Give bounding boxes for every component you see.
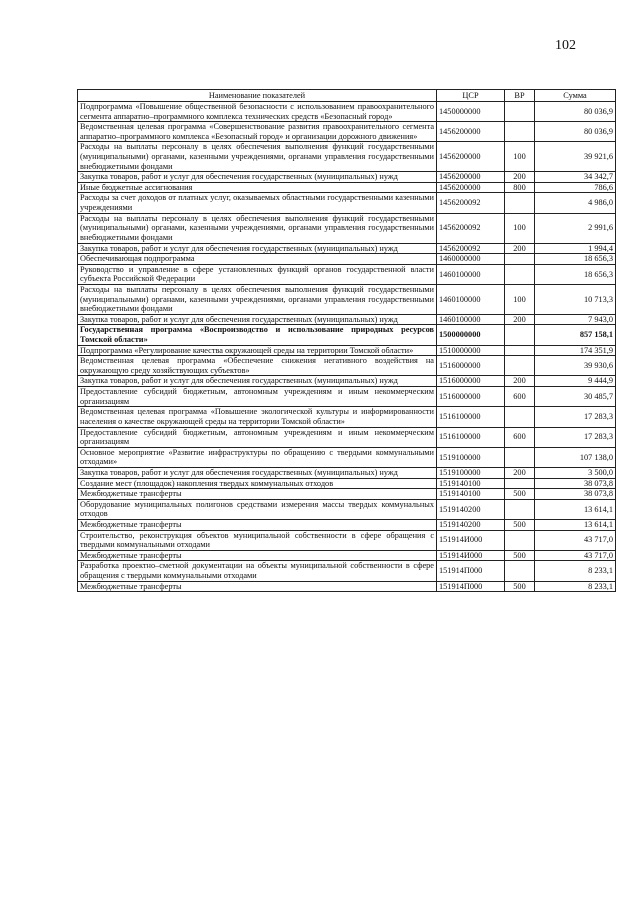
row-vr: 200 xyxy=(505,172,535,183)
header-vr: ВР xyxy=(505,90,535,102)
row-sum: 9 444,9 xyxy=(535,376,616,387)
row-name: Ведомственная целевая программа «Обеспечение снижения негативного воздействия на окружающую среду хозяйствующих субъектов» xyxy=(78,356,437,376)
row-csr: 1516000000 xyxy=(437,387,505,407)
table-row xyxy=(78,314,616,325)
row-name: Межбюджетные трансферты xyxy=(78,581,437,592)
row-name: Подпрограмма «Регулирование качества окружающей среды на территории Томской области» xyxy=(78,345,437,356)
row-sum: 38 073,8 xyxy=(535,478,616,489)
row-sum: 174 351,9 xyxy=(535,345,616,356)
row-sum: 857 158,1 xyxy=(535,325,616,345)
row-vr xyxy=(505,447,535,467)
row-csr: 1456200000 xyxy=(437,122,505,142)
table-row xyxy=(78,467,616,478)
page-number: 102 xyxy=(555,38,576,53)
table-row xyxy=(78,213,616,243)
row-vr xyxy=(505,356,535,376)
row-csr: 1456200092 xyxy=(437,213,505,243)
row-sum: 2 991,6 xyxy=(535,213,616,243)
table-row xyxy=(78,142,616,172)
row-name: Предоставление субсидий бюджетным, автономным учреждениям и иным некоммерческим организациям xyxy=(78,427,437,447)
row-vr: 600 xyxy=(505,427,535,447)
table-row xyxy=(78,407,616,427)
row-vr: 200 xyxy=(505,243,535,254)
row-vr: 200 xyxy=(505,376,535,387)
row-name: Государственная программа «Воспроизводство и использование природных ресурсов Томской области» xyxy=(78,325,437,345)
row-sum: 1 994,4 xyxy=(535,243,616,254)
row-name: Разработка проектно–сметной документации на объекты муниципальной собственности в сфере обращения с твердыми коммунальными отходами xyxy=(78,561,437,581)
row-name: Строительство, реконструкция объектов муниципальной собственности в сфере обращения с твердыми коммунальными отходами xyxy=(78,530,437,550)
row-name: Создание мест (площадок) накопления твердых коммунальных отходов xyxy=(78,478,437,489)
row-sum: 30 485,7 xyxy=(535,387,616,407)
table-row xyxy=(78,122,616,142)
header-sum: Сумма xyxy=(535,90,616,102)
row-csr: 1460100000 xyxy=(437,314,505,325)
row-vr: 200 xyxy=(505,467,535,478)
row-sum: 39 930,6 xyxy=(535,356,616,376)
row-sum: 13 614,1 xyxy=(535,499,616,519)
row-name: Расходы на выплаты персоналу в целях обеспечения выполнения функций государственными (муниципальными) органами, казенными учреждениями, органами управления государственными внебюджетными фондами xyxy=(78,142,437,172)
row-name: Подпрограмма «Повышение общественной безопасности с использованием правоохранительного сегмента аппаратно–программного комплекса технических средств «Безопасный город» xyxy=(78,102,437,122)
row-vr: 600 xyxy=(505,387,535,407)
row-csr: 1450000000 xyxy=(437,102,505,122)
row-csr: 1500000000 xyxy=(437,325,505,345)
row-sum: 4 986,0 xyxy=(535,193,616,213)
row-sum: 10 713,3 xyxy=(535,284,616,314)
table-row xyxy=(78,387,616,407)
row-csr: 1519140200 xyxy=(437,519,505,530)
row-csr: 1519100000 xyxy=(437,467,505,478)
row-csr: 1456200092 xyxy=(437,243,505,254)
row-vr xyxy=(505,345,535,356)
table-row xyxy=(78,499,616,519)
row-name: Закупка товаров, работ и услуг для обеспечения государственных (муниципальных) нужд xyxy=(78,172,437,183)
row-sum: 8 233,1 xyxy=(535,561,616,581)
row-csr: 1456200000 xyxy=(437,182,505,193)
row-sum: 38 073,8 xyxy=(535,489,616,500)
row-sum: 43 717,0 xyxy=(535,530,616,550)
row-name: Межбюджетные трансферты xyxy=(78,519,437,530)
row-csr: 151914П000 xyxy=(437,581,505,592)
table-row xyxy=(78,489,616,500)
row-vr: 500 xyxy=(505,489,535,500)
row-csr: 151914П000 xyxy=(437,561,505,581)
row-csr: 1516000000 xyxy=(437,376,505,387)
table-row xyxy=(78,356,616,376)
row-vr xyxy=(505,407,535,427)
row-name: Оборудование муниципальных полигонов средствами измерения массы твердых коммунальных отходов xyxy=(78,499,437,519)
row-csr: 1456200092 xyxy=(437,193,505,213)
row-sum: 18 656,3 xyxy=(535,264,616,284)
row-name: Расходы на выплаты персоналу в целях обеспечения выполнения функций государственными (муниципальными) органами, казенными учреждениями, органами управления государственными внебюджетными фондами xyxy=(78,284,437,314)
row-name: Обеспечивающая подпрограмма xyxy=(78,254,437,265)
row-csr: 1519140100 xyxy=(437,478,505,489)
row-sum: 80 036,9 xyxy=(535,102,616,122)
table-header-row xyxy=(78,90,616,102)
row-vr xyxy=(505,102,535,122)
row-sum: 3 500,0 xyxy=(535,467,616,478)
table-row xyxy=(78,550,616,561)
row-sum: 39 921,6 xyxy=(535,142,616,172)
row-name: Иные бюджетные ассигнования xyxy=(78,182,437,193)
table-row xyxy=(78,193,616,213)
row-name: Закупка товаров, работ и услуг для обеспечения государственных (муниципальных) нужд xyxy=(78,467,437,478)
row-sum: 17 283,3 xyxy=(535,427,616,447)
table-row xyxy=(78,264,616,284)
row-vr xyxy=(505,254,535,265)
row-csr: 1519140100 xyxy=(437,489,505,500)
row-sum: 13 614,1 xyxy=(535,519,616,530)
budget-table xyxy=(77,89,616,592)
row-sum: 8 233,1 xyxy=(535,581,616,592)
header-csr: ЦСР xyxy=(437,90,505,102)
row-name: Межбюджетные трансферты xyxy=(78,550,437,561)
row-sum: 107 138,0 xyxy=(535,447,616,467)
row-sum: 17 283,3 xyxy=(535,407,616,427)
row-name: Расходы на выплаты персоналу в целях обеспечения выполнения функций государственными (муниципальными) органами, казенными учреждениями, органами управления государственными внебюджетными фондами xyxy=(78,213,437,243)
table-row xyxy=(78,561,616,581)
row-sum: 18 656,3 xyxy=(535,254,616,265)
table-row xyxy=(78,345,616,356)
row-csr: 151914И000 xyxy=(437,550,505,561)
row-sum: 43 717,0 xyxy=(535,550,616,561)
table-row xyxy=(78,376,616,387)
table-row xyxy=(78,530,616,550)
row-name: Расходы за счет доходов от платных услуг, оказываемых областными государственными казенными учреждениями xyxy=(78,193,437,213)
row-sum: 34 342,7 xyxy=(535,172,616,183)
table-row xyxy=(78,102,616,122)
row-vr xyxy=(505,122,535,142)
row-vr: 500 xyxy=(505,519,535,530)
row-csr: 1456200000 xyxy=(437,142,505,172)
row-vr: 500 xyxy=(505,550,535,561)
row-csr: 1510000000 xyxy=(437,345,505,356)
table-row xyxy=(78,427,616,447)
row-name: Основное мероприятие «Развитие инфраструктуры по обращению с твердыми коммунальными отходами» xyxy=(78,447,437,467)
row-vr xyxy=(505,499,535,519)
table-row xyxy=(78,581,616,592)
row-name: Закупка товаров, работ и услуг для обеспечения государственных (муниципальных) нужд xyxy=(78,314,437,325)
header-name: Наименование показателей xyxy=(78,90,437,102)
table-row xyxy=(78,519,616,530)
table-row xyxy=(78,254,616,265)
row-name: Закупка товаров, работ и услуг для обеспечения государственных (муниципальных) нужд xyxy=(78,376,437,387)
table-body xyxy=(78,102,616,592)
row-name: Закупка товаров, работ и услуг для обеспечения государственных (муниципальных) нужд xyxy=(78,243,437,254)
table-row xyxy=(78,172,616,183)
row-vr: 500 xyxy=(505,581,535,592)
row-name: Ведомственная целевая программа «Повышение экологической культуры и информированности населения о качестве окружающей среды на территории Томской области» xyxy=(78,407,437,427)
row-vr xyxy=(505,264,535,284)
row-vr xyxy=(505,325,535,345)
table-row xyxy=(78,325,616,345)
row-vr xyxy=(505,478,535,489)
row-csr: 1460000000 xyxy=(437,254,505,265)
row-vr: 100 xyxy=(505,142,535,172)
row-vr: 100 xyxy=(505,213,535,243)
table-row xyxy=(78,478,616,489)
row-csr: 1519140200 xyxy=(437,499,505,519)
row-vr xyxy=(505,193,535,213)
row-name: Руководство и управление в сфере установленных функций органов государственной власти субъекта Российской Федерации xyxy=(78,264,437,284)
row-csr: 151914И000 xyxy=(437,530,505,550)
row-name: Межбюджетные трансферты xyxy=(78,489,437,500)
row-csr: 1516000000 xyxy=(437,356,505,376)
table-row xyxy=(78,447,616,467)
table-row xyxy=(78,284,616,314)
row-vr: 200 xyxy=(505,314,535,325)
row-csr: 1460100000 xyxy=(437,284,505,314)
row-name: Предоставление субсидий бюджетным, автономным учреждениям и иным некоммерческим организациям xyxy=(78,387,437,407)
row-vr xyxy=(505,561,535,581)
row-csr: 1519100000 xyxy=(437,447,505,467)
row-sum: 7 943,0 xyxy=(535,314,616,325)
row-vr: 800 xyxy=(505,182,535,193)
row-name: Ведомственная целевая программа «Совершенствование развития правоохранительного сегмента аппаратно–программного комплекса «Безопасный город» и организации дорожного движения» xyxy=(78,122,437,142)
row-csr: 1516100000 xyxy=(437,407,505,427)
table-row xyxy=(78,182,616,193)
table-row xyxy=(78,243,616,254)
row-vr: 100 xyxy=(505,284,535,314)
row-csr: 1516100000 xyxy=(437,427,505,447)
row-csr: 1456200000 xyxy=(437,172,505,183)
row-vr xyxy=(505,530,535,550)
row-sum: 80 036,9 xyxy=(535,122,616,142)
row-sum: 786,6 xyxy=(535,182,616,193)
row-csr: 1460100000 xyxy=(437,264,505,284)
